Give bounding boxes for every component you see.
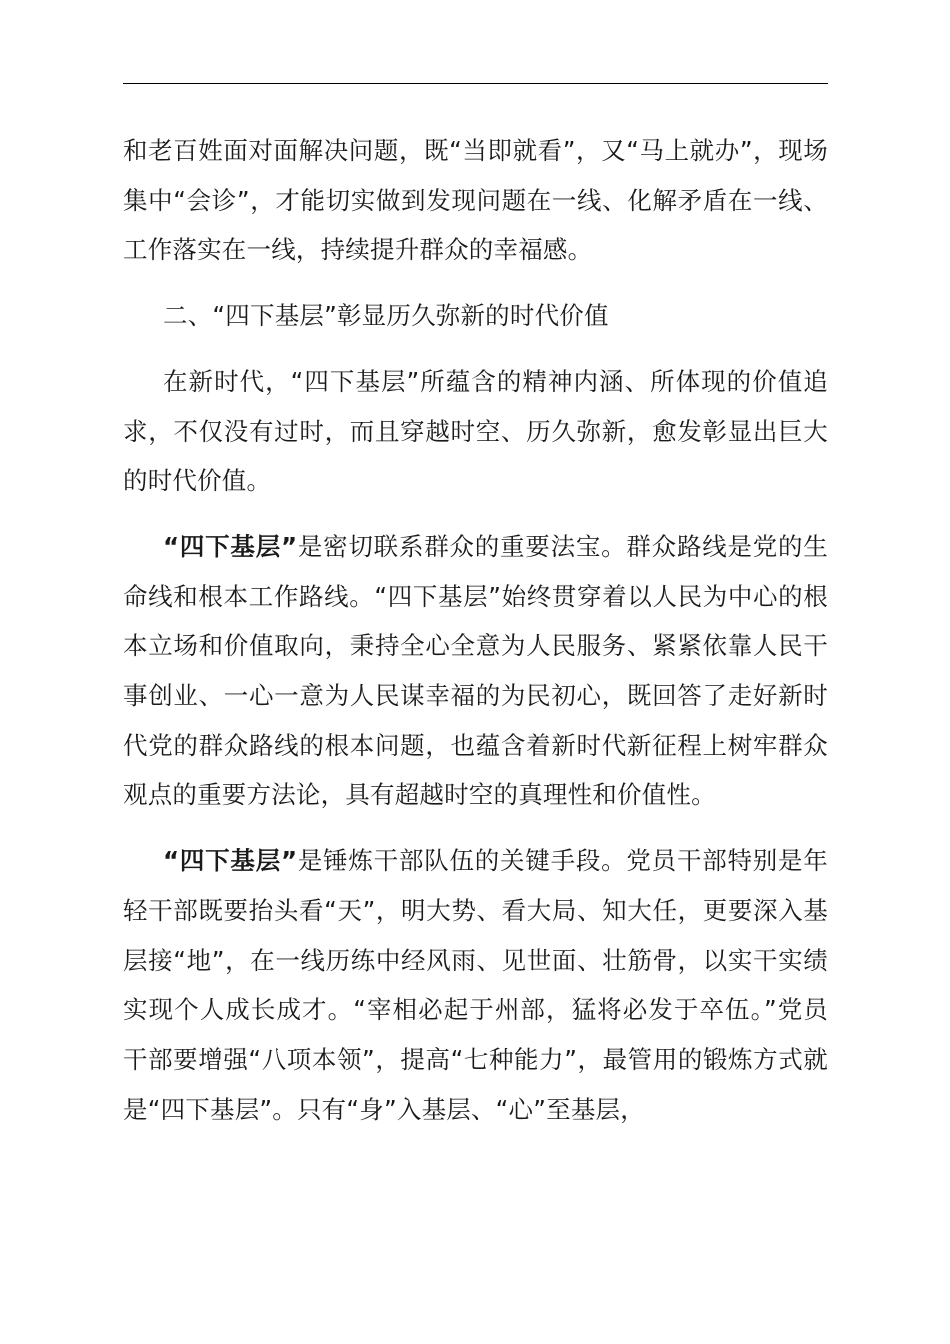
paragraph-lead: “四下基层” xyxy=(163,531,298,561)
document-body xyxy=(123,126,828,1134)
paragraph-text: 是密切联系群众的重要法宝。群众路线是党的生命线和根本工作路线。“四下基层”始终贯穿着以人民为中心的根本立场和价值取向，秉持全心全意为人民服务、紧紧依靠人民干事创业、一心一意为人民谋幸福的为民初心，既回答了走好新时代党的群众路线的根本问题，也蕴含着新时代新征程上树牢群众观点的重要方法论，具有超越时空的真理性和价值性。 xyxy=(123,531,829,810)
paragraph-lead: “四下基层” xyxy=(163,846,298,876)
paragraph-text: 在新时代，“四下基层”所蕴含的精神内涵、所体现的价值追求，不仅没有过时，而且穿越时空、历久弥新，愈发彰显出巨大的时代价值。 xyxy=(123,366,828,496)
header-rule xyxy=(123,83,828,84)
paragraph xyxy=(123,357,828,506)
paragraph-continuation xyxy=(123,126,828,275)
paragraph xyxy=(123,522,828,820)
paragraph xyxy=(123,836,828,1134)
section-heading xyxy=(123,291,828,341)
section-heading-text: 二、“四下基层”彰显历久弥新的时代价值 xyxy=(163,301,609,331)
paragraph-text: 和老百姓面对面解决问题，既“当即就看”，又“马上就办”，现场集中“会诊”，才能切实做到发现问题在一线、化解矛盾在一线、工作落实在一线，持续提升群众的幸福感。 xyxy=(123,136,828,265)
paragraph-text: 是锤炼干部队伍的关键手段。党员干部特别是年轻干部既要抬头看“天”，明大势、看大局、知大任，更要深入基层接“地”，在一线历练中经风雨、见世面、壮筋骨，以实干实绩实现个人成长成才。“宰相必起于州部，猛将必发于卒伍。”党员干部要增强“八项本领”，提高“七种能力”，最管用的锻炼方式就是“四下基层”。只有“身”入基层、“心”至基层， xyxy=(123,846,829,1124)
